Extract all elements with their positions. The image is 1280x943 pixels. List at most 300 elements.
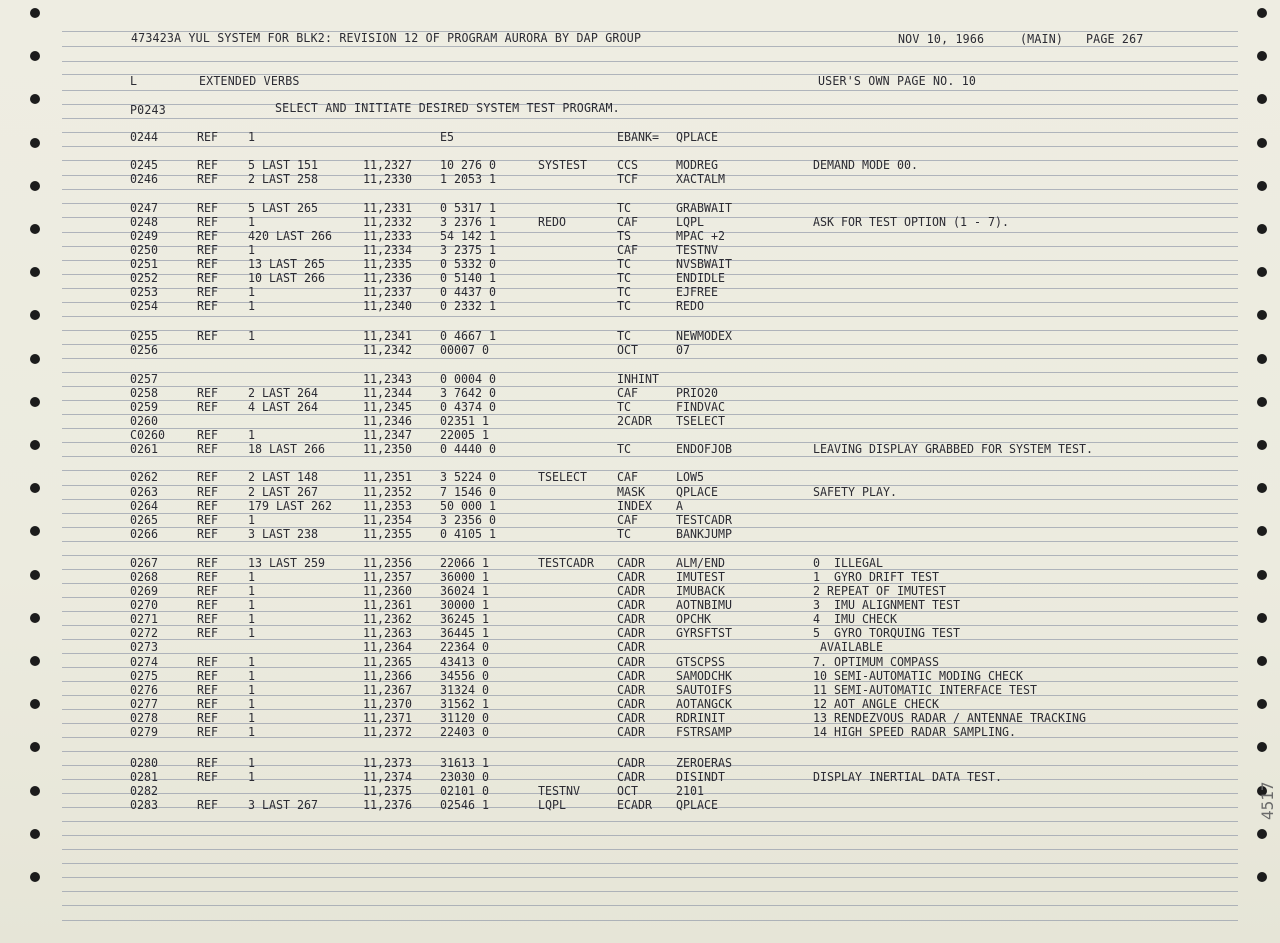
listing-location: 11,2352: [363, 484, 412, 499]
sprocket-hole: [30, 354, 40, 364]
listing-comment: AVAILABLE: [813, 639, 883, 654]
listing-location: 11,2375: [363, 783, 412, 798]
listing-location: 11,2370: [363, 696, 412, 711]
listing-line-number: 0266: [130, 526, 159, 541]
listing-opcode: MASK: [617, 484, 646, 499]
listing-location: 11,2371: [363, 710, 412, 725]
listing-object-code: 0 4667 1: [440, 328, 497, 343]
listing-opcode: TC: [617, 256, 632, 271]
ruled-line: [62, 358, 1238, 359]
listing-ref-tag: REF: [197, 427, 218, 442]
listing-object-code: 22005 1: [440, 427, 489, 442]
listing-operand: GYRSFTST: [676, 625, 733, 640]
ruled-line: [62, 653, 1238, 654]
listing-line-number: 0258: [130, 385, 159, 400]
listing-location: 11,2351: [363, 469, 412, 484]
sprocket-hole: [30, 267, 40, 277]
listing-location: 11,2366: [363, 668, 412, 683]
listing-operand: TSELECT: [676, 413, 725, 428]
listing-location: 11,2353: [363, 498, 412, 513]
listing-opcode: CADR: [617, 654, 646, 669]
listing-object-code: 7 1546 0: [440, 484, 497, 499]
listing-location: 11,2344: [363, 385, 412, 400]
sprocket-hole: [30, 224, 40, 234]
listing-location: 11,2335: [363, 256, 412, 271]
ruled-line: [62, 46, 1238, 47]
listing-object-code: 22364 0: [440, 639, 489, 654]
listing-operand: ZEROERAS: [676, 755, 733, 770]
listing-ref-tag: REF: [197, 710, 218, 725]
listing-opcode: OCT: [617, 342, 638, 357]
listing-object-code: 0 4440 0: [440, 441, 497, 456]
listing-line-number: 0259: [130, 399, 159, 414]
listing-ref-tag: REF: [197, 298, 218, 313]
listing-ref-tag: REF: [197, 328, 218, 343]
listing-ref-info: 1: [248, 682, 256, 697]
listing-line-number: C0260: [130, 427, 166, 442]
listing-ref-tag: REF: [197, 385, 218, 400]
ruled-line: [62, 639, 1238, 640]
sprocket-hole: [1257, 829, 1267, 839]
listing-line-number: 0274: [130, 654, 159, 669]
listing-location: 11,2363: [363, 625, 412, 640]
listing-object-code: 3 2375 1: [440, 242, 497, 257]
listing-object-code: 36024 1: [440, 583, 489, 598]
listing-ref-info: 18 LAST 266: [248, 441, 326, 456]
ruled-line: [62, 90, 1238, 91]
listing-location: 11,2360: [363, 583, 412, 598]
listing-opcode: TC: [617, 200, 632, 215]
ruled-line: [62, 260, 1238, 261]
listing-operand: OPCHK: [676, 611, 712, 626]
listing-operand: QPLACE: [676, 797, 718, 812]
listing-operand: XACTALM: [676, 171, 725, 186]
listing-object-code: 22403 0: [440, 724, 489, 739]
listing-object-code: 22066 1: [440, 555, 489, 570]
listing-opcode: CADR: [617, 583, 646, 598]
listing-ref-tag: REF: [197, 157, 218, 172]
listing-object-code: 34556 0: [440, 668, 489, 683]
listing-location: 11,2376: [363, 797, 412, 812]
ruled-line: [62, 288, 1238, 289]
listing-ref-tag: REF: [197, 755, 218, 770]
listing-ref-info: 1: [248, 328, 256, 343]
sprocket-hole: [1257, 570, 1267, 580]
listing-ref-info: 420 LAST 266: [248, 228, 332, 243]
ruled-line: [62, 146, 1238, 147]
ruled-line: [62, 793, 1238, 794]
listing-ref-tag: REF: [197, 625, 218, 640]
listing-line-number: 0281: [130, 769, 159, 784]
listing-object-code: 3 2376 1: [440, 214, 497, 229]
listing-ref-tag: REF: [197, 399, 218, 414]
listing-operand: IMUBACK: [676, 583, 725, 598]
listing-line-number: 0282: [130, 783, 159, 798]
listing-ref-tag: REF: [197, 498, 218, 513]
listing-opcode: CADR: [617, 611, 646, 626]
listing-opcode: CAF: [617, 385, 638, 400]
ruled-line: [62, 625, 1238, 626]
listing-opcode: TC: [617, 399, 632, 414]
listing-opcode: TC: [617, 328, 632, 343]
header-page: PAGE 267: [1086, 31, 1144, 46]
listing-ref-info: 1: [248, 755, 256, 770]
listing-operand: NEWMODEX: [676, 328, 733, 343]
listing-line-number: 0273: [130, 639, 159, 654]
listing-location: 11,2341: [363, 328, 412, 343]
listing-location: 11,2336: [363, 270, 412, 285]
sprocket-hole: [30, 8, 40, 18]
sprocket-hole: [30, 613, 40, 623]
ruled-line: [62, 695, 1238, 696]
ruled-line: [62, 386, 1238, 387]
ruled-line: [62, 751, 1238, 752]
listing-operand: ENDOFJOB: [676, 441, 733, 456]
ruled-line: [62, 877, 1238, 878]
listing-location: 11,2334: [363, 242, 412, 257]
listing-opcode: TC: [617, 526, 632, 541]
listing-location: 11,2361: [363, 597, 412, 612]
listing-opcode: EBANK=: [617, 129, 659, 144]
listing-operand: SAUTOIFS: [676, 682, 733, 697]
listing-ref-tag: REF: [197, 171, 218, 186]
listing-symbol-label: TSELECT: [538, 469, 587, 484]
listing-ref-info: 1: [248, 710, 256, 725]
listing-opcode: TC: [617, 270, 632, 285]
listing-ref-tag: REF: [197, 270, 218, 285]
sprocket-hole: [1257, 8, 1267, 18]
ruled-line: [62, 569, 1238, 570]
listing-line-number: 0250: [130, 242, 159, 257]
sprocket-hole: [1257, 526, 1267, 536]
listing-ref-info: 1: [248, 597, 256, 612]
listing-object-code: 0 0004 0: [440, 371, 497, 386]
listing-object-code: E5: [440, 129, 455, 144]
listing-location: 11,2337: [363, 284, 412, 299]
listing-location: 11,2342: [363, 342, 412, 357]
listing-line-number: 0278: [130, 710, 159, 725]
listing-line-number: 0275: [130, 668, 159, 683]
listing-location: 11,2330: [363, 171, 412, 186]
listing-opcode: TC: [617, 298, 632, 313]
ruled-line: [62, 920, 1238, 921]
listing-operand: LQPL: [676, 214, 705, 229]
listing-comment: ASK FOR TEST OPTION (1 - 7).: [813, 214, 1009, 229]
listing-symbol-label: REDO: [538, 214, 567, 229]
listing-operand: QPLACE: [676, 129, 718, 144]
listing-ref-info: 1: [248, 214, 256, 229]
sprocket-hole: [30, 656, 40, 666]
listing-location: 11,2350: [363, 441, 412, 456]
listing-location: 11,2357: [363, 569, 412, 584]
listing-operand: ENDIDLE: [676, 270, 725, 285]
listing-ref-info: 2 LAST 267: [248, 484, 318, 499]
listing-line-number: 0251: [130, 256, 159, 271]
listing-ref-info: 5 LAST 265: [248, 200, 318, 215]
listing-operand: AOTANGCK: [676, 696, 733, 711]
listing-ref-tag: REF: [197, 769, 218, 784]
users-page-number: USER'S OWN PAGE NO. 10: [818, 73, 977, 88]
listing-opcode: 2CADR: [617, 413, 653, 428]
listing-location: 11,2374: [363, 769, 412, 784]
listing-ref-info: 179 LAST 262: [248, 498, 332, 513]
page-label-text: SELECT AND INITIATE DESIRED SYSTEM TEST PROGRAM.: [275, 100, 620, 115]
listing-opcode: TC: [617, 284, 632, 299]
listing-operand: LOW5: [676, 469, 705, 484]
listing-location: 11,2327: [363, 157, 412, 172]
ruled-line: [62, 189, 1238, 190]
ruled-line: [62, 470, 1238, 471]
ruled-line: [62, 175, 1238, 176]
listing-opcode: INHINT: [617, 371, 659, 386]
listing-ref-tag: REF: [197, 484, 218, 499]
listing-ref-tag: REF: [197, 583, 218, 598]
listing-comment: 14 HIGH SPEED RADAR SAMPLING.: [813, 724, 1016, 739]
listing-line-number: 0254: [130, 298, 159, 313]
ruled-line: [62, 344, 1238, 345]
section-name: EXTENDED VERBS: [199, 73, 300, 88]
ruled-line: [62, 485, 1238, 486]
ruled-line: [62, 527, 1238, 528]
listing-object-code: 54 142 1: [440, 228, 497, 243]
listing-opcode: CADR: [617, 569, 646, 584]
listing-ref-info: 1: [248, 611, 256, 626]
listing-line-number: 0272: [130, 625, 159, 640]
listing-comment: 4 IMU CHECK: [813, 611, 897, 626]
listing-opcode: OCT: [617, 783, 638, 798]
listing-comment: 1 GYRO DRIFT TEST: [813, 569, 939, 584]
listing-object-code: 02546 1: [440, 797, 489, 812]
listing-object-code: 50 000 1: [440, 498, 497, 513]
listing-opcode: CAF: [617, 469, 638, 484]
listing-object-code: 36445 1: [440, 625, 489, 640]
listing-ref-tag: REF: [197, 797, 218, 812]
listing-line-number: 0245: [130, 157, 159, 172]
listing-object-code: 31324 0: [440, 682, 489, 697]
listing-comment: 13 RENDEZVOUS RADAR / ANTENNAE TRACKING: [813, 710, 1086, 725]
listing-object-code: 0 5140 1: [440, 270, 497, 285]
listing-line-number: 0262: [130, 469, 159, 484]
listing-ref-tag: REF: [197, 228, 218, 243]
listing-location: 11,2356: [363, 555, 412, 570]
listing-symbol-label: SYSTEST: [538, 157, 587, 172]
listing-ref-info: 1: [248, 427, 256, 442]
listing-object-code: 02101 0: [440, 783, 489, 798]
listing-line-number: 0265: [130, 512, 159, 527]
listing-comment: 3 IMU ALIGNMENT TEST: [813, 597, 960, 612]
page-stamp: 4517: [1258, 781, 1277, 820]
listing-ref-tag: REF: [197, 129, 218, 144]
listing-ref-info: 2 LAST 148: [248, 469, 318, 484]
listing-ref-info: 1: [248, 298, 256, 313]
listing-object-code: 0 4437 0: [440, 284, 497, 299]
listing-object-code: 00007 0: [440, 342, 489, 357]
sprocket-hole: [1257, 354, 1267, 364]
sprocket-hole: [30, 742, 40, 752]
listing-comment: 11 SEMI-AUTOMATIC INTERFACE TEST: [813, 682, 1037, 697]
listing-ref-tag: REF: [197, 256, 218, 271]
sprocket-hole: [1257, 397, 1267, 407]
listing-comment: 0 ILLEGAL: [813, 555, 883, 570]
listing-opcode: CADR: [617, 639, 646, 654]
listing-ref-tag: REF: [197, 668, 218, 683]
header-date: NOV 10, 1966: [898, 31, 985, 46]
listing-opcode: ECADR: [617, 797, 653, 812]
ruled-line: [62, 863, 1238, 864]
listing-ref-info: 2 LAST 258: [248, 171, 318, 186]
listing-ref-tag: REF: [197, 441, 218, 456]
listing-symbol-label: TESTNV: [538, 783, 580, 798]
listing-line-number: 0279: [130, 724, 159, 739]
listing-object-code: 43413 0: [440, 654, 489, 669]
listing-comment: SAFETY PLAY.: [813, 484, 897, 499]
ruled-line: [62, 849, 1238, 850]
ruled-line: [62, 541, 1238, 542]
listing-object-code: 1 2053 1: [440, 171, 497, 186]
ruled-line: [62, 217, 1238, 218]
listing-line-number: 0269: [130, 583, 159, 598]
sprocket-hole: [30, 570, 40, 580]
listing-opcode: CADR: [617, 769, 646, 784]
listing-line-number: 0277: [130, 696, 159, 711]
ruled-line: [62, 681, 1238, 682]
listing-ref-tag: REF: [197, 611, 218, 626]
listing-operand: RDRINIT: [676, 710, 725, 725]
listing-line-number: 0248: [130, 214, 159, 229]
listing-operand: FINDVAC: [676, 399, 725, 414]
listing-line-number: 0283: [130, 797, 159, 812]
listing-object-code: 23030 0: [440, 769, 489, 784]
listing-opcode: CADR: [617, 755, 646, 770]
ruled-line: [62, 302, 1238, 303]
listing-opcode: CADR: [617, 710, 646, 725]
listing-location: 11,2340: [363, 298, 412, 313]
listing-location: 11,2347: [363, 427, 412, 442]
listing-line-number: 0263: [130, 484, 159, 499]
listing-opcode: TCF: [617, 171, 638, 186]
sprocket-hole: [30, 872, 40, 882]
listing-ref-info: 13 LAST 265: [248, 256, 326, 271]
listing-opcode: CCS: [617, 157, 638, 172]
listing-object-code: 3 2356 0: [440, 512, 497, 527]
listing-line-number: 0276: [130, 682, 159, 697]
listing-ref-info: 1: [248, 129, 256, 144]
ruled-line: [62, 779, 1238, 780]
listing-location: 11,2345: [363, 399, 412, 414]
listing-operand: A: [676, 498, 684, 513]
listing-ref-info: 1: [248, 696, 256, 711]
listing-ref-tag: REF: [197, 569, 218, 584]
ruled-line: [62, 316, 1238, 317]
ruled-line: [62, 246, 1238, 247]
section-marker: L: [130, 73, 138, 88]
listing-object-code: 0 5332 0: [440, 256, 497, 271]
sprocket-hole: [30, 94, 40, 104]
listing-ref-info: 1: [248, 512, 256, 527]
listing-line-number: 0256: [130, 342, 159, 357]
listing-line-number: 0261: [130, 441, 159, 456]
listing-ref-info: 10 LAST 266: [248, 270, 326, 285]
listing-ref-tag: REF: [197, 555, 218, 570]
listing-opcode: CADR: [617, 625, 646, 640]
sprocket-hole: [30, 526, 40, 536]
sprocket-hole: [30, 51, 40, 61]
ruled-line: [62, 160, 1238, 161]
listing-object-code: 3 5224 0: [440, 469, 497, 484]
ruled-line: [62, 737, 1238, 738]
listing-ref-info: 3 LAST 267: [248, 797, 318, 812]
ruled-line: [62, 667, 1238, 668]
ruled-line: [62, 118, 1238, 119]
listing-comment: 10 SEMI-AUTOMATIC MODING CHECK: [813, 668, 1023, 683]
sprocket-hole: [1257, 94, 1267, 104]
listing-location: 11,2365: [363, 654, 412, 669]
listing-operand: REDO: [676, 298, 705, 313]
ruled-line: [62, 104, 1238, 105]
sprocket-hole: [1257, 181, 1267, 191]
listing-ref-info: 13 LAST 259: [248, 555, 326, 570]
listing-object-code: 36245 1: [440, 611, 489, 626]
listing-line-number: 0270: [130, 597, 159, 612]
listing-operand: TESTCADR: [676, 512, 733, 527]
listing-operand: MPAC +2: [676, 228, 725, 243]
listing-operand: GRABWAIT: [676, 200, 733, 215]
listing-line-number: 0253: [130, 284, 159, 299]
listing-location: 11,2333: [363, 228, 412, 243]
listing-location: 11,2362: [363, 611, 412, 626]
ruled-line: [62, 203, 1238, 204]
listing-line-number: 0244: [130, 129, 159, 144]
ruled-line: [62, 835, 1238, 836]
listing-ref-tag: REF: [197, 284, 218, 299]
ruled-line: [62, 428, 1238, 429]
sprocket-hole: [30, 786, 40, 796]
listing-comment: DEMAND MODE 00.: [813, 157, 918, 172]
listing-line-number: 0246: [130, 171, 159, 186]
ruled-line: [62, 513, 1238, 514]
ruled-line: [62, 456, 1238, 457]
listing-ref-info: 1: [248, 284, 256, 299]
listing-operand: 2101: [676, 783, 705, 798]
listing-opcode: CADR: [617, 555, 646, 570]
listing-opcode: CADR: [617, 696, 646, 711]
sprocket-hole: [1257, 613, 1267, 623]
listing-opcode: TS: [617, 228, 632, 243]
listing-operand: TESTNV: [676, 242, 718, 257]
listing-opcode: CADR: [617, 668, 646, 683]
listing-comment: DISPLAY INERTIAL DATA TEST.: [813, 769, 1002, 784]
sprocket-hole: [1257, 138, 1267, 148]
page-label-number: P0243: [130, 102, 166, 117]
listing-ref-info: 3 LAST 238: [248, 526, 318, 541]
listing-opcode: CAF: [617, 512, 638, 527]
listing-operand: GTSCPSS: [676, 654, 725, 669]
sprocket-hole: [1257, 267, 1267, 277]
listing-ref-info: 1: [248, 583, 256, 598]
sprocket-hole: [30, 829, 40, 839]
listing-location: 11,2367: [363, 682, 412, 697]
sprocket-hole: [30, 699, 40, 709]
listing-line-number: 0249: [130, 228, 159, 243]
listing-operand: QPLACE: [676, 484, 718, 499]
listing-object-code: 02351 1: [440, 413, 489, 428]
listing-object-code: 31613 1: [440, 755, 489, 770]
sprocket-hole: [30, 310, 40, 320]
listing-ref-tag: REF: [197, 526, 218, 541]
listing-operand: NVSBWAIT: [676, 256, 733, 271]
listing-location: 11,2355: [363, 526, 412, 541]
header-title: 473423A YUL SYSTEM FOR BLK2: REVISION 12 OF PROGRAM AURORA BY DAP GROUP: [131, 30, 642, 45]
